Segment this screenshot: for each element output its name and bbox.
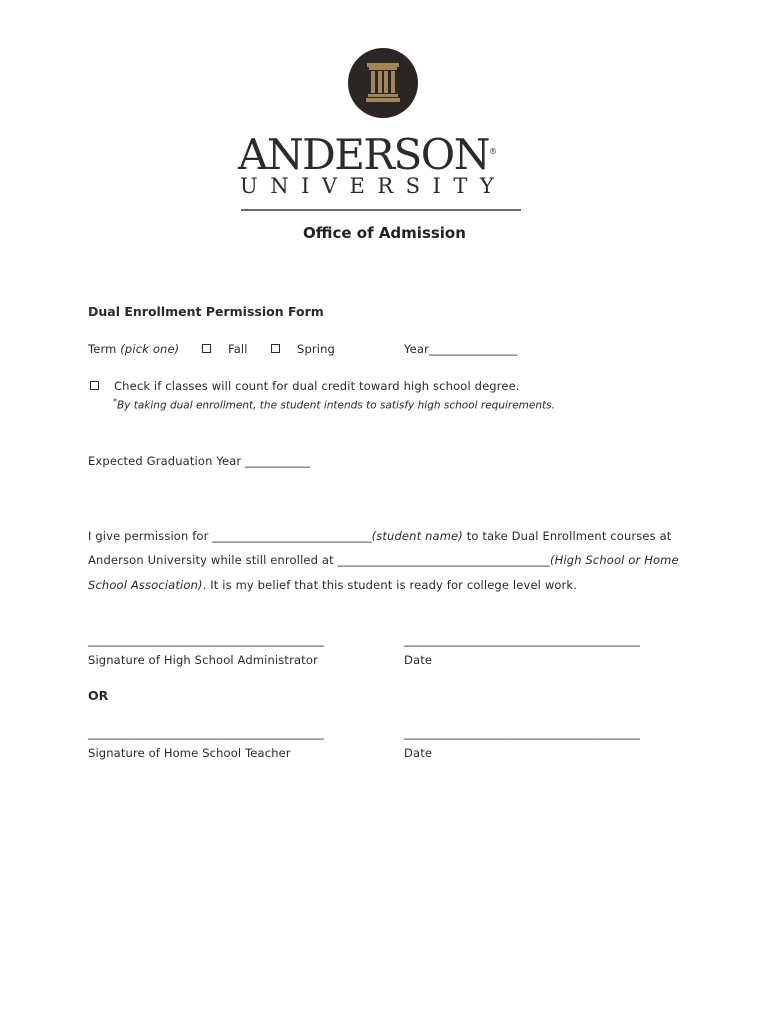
school-name-hint: (High School or Home [549, 553, 679, 567]
registered-mark: ® [489, 147, 497, 156]
university-seal-logo [348, 48, 418, 118]
wordmark-university: UNIVERSITY [240, 174, 507, 198]
admin-date-line[interactable]: ________________________________________ [404, 633, 640, 647]
dual-credit-label: Check if classes will count for dual credit toward high school degree. [114, 379, 520, 393]
building-icon [348, 48, 418, 118]
permission-text-3: . It is my belief that this student is ready for college level work. [202, 578, 578, 592]
permission-line-3 [88, 578, 577, 592]
term-hint: (pick one) [120, 342, 180, 356]
term-label: Term [88, 342, 117, 356]
admin-date-label: Date [404, 653, 433, 667]
footnote [113, 397, 555, 412]
admin-signature-line[interactable]: ________________________________________ [88, 633, 324, 647]
school-name-field[interactable]: Anderson University while still enrolled at ____________________________________ [88, 553, 550, 567]
teacher-signature-line[interactable]: ________________________________________ [88, 726, 324, 740]
form-title: Dual Enrollment Permission Form [88, 304, 324, 319]
or-label: OR [88, 688, 109, 703]
footnote-mark: * [113, 397, 117, 406]
year-field[interactable]: Year_______________ [404, 342, 518, 356]
permission-text-1: to take Dual Enrollment courses at [462, 529, 672, 543]
dual-credit-checkbox[interactable] [90, 381, 99, 390]
spring-checkbox[interactable] [271, 344, 280, 353]
admin-signature-label: Signature of High School Administrator [88, 653, 318, 667]
teacher-date-line[interactable]: ________________________________________ [404, 726, 640, 740]
teacher-signature-label: Signature of Home School Teacher [88, 746, 291, 760]
student-name-field[interactable]: I give permission for ___________________________ [88, 529, 372, 543]
permission-line-1 [88, 529, 671, 543]
fall-checkbox[interactable] [202, 344, 211, 353]
term-label-group [88, 342, 179, 356]
spring-label: Spring [297, 342, 336, 356]
wordmark-divider [241, 209, 521, 211]
footnote-text: By taking dual enrollment, the student intends to satisfy high school requirements. [117, 399, 555, 412]
teacher-date-label: Date [404, 746, 433, 760]
school-association-hint: School Association) [88, 578, 203, 592]
wordmark-anderson: ANDERSON® [238, 130, 497, 179]
graduation-year-field[interactable]: Expected Graduation Year ___________ [88, 454, 310, 468]
fall-label: Fall [228, 342, 248, 356]
permission-line-2 [88, 553, 679, 567]
student-name-hint: (student name) [371, 529, 463, 543]
office-title: Office of Admission [303, 224, 466, 242]
